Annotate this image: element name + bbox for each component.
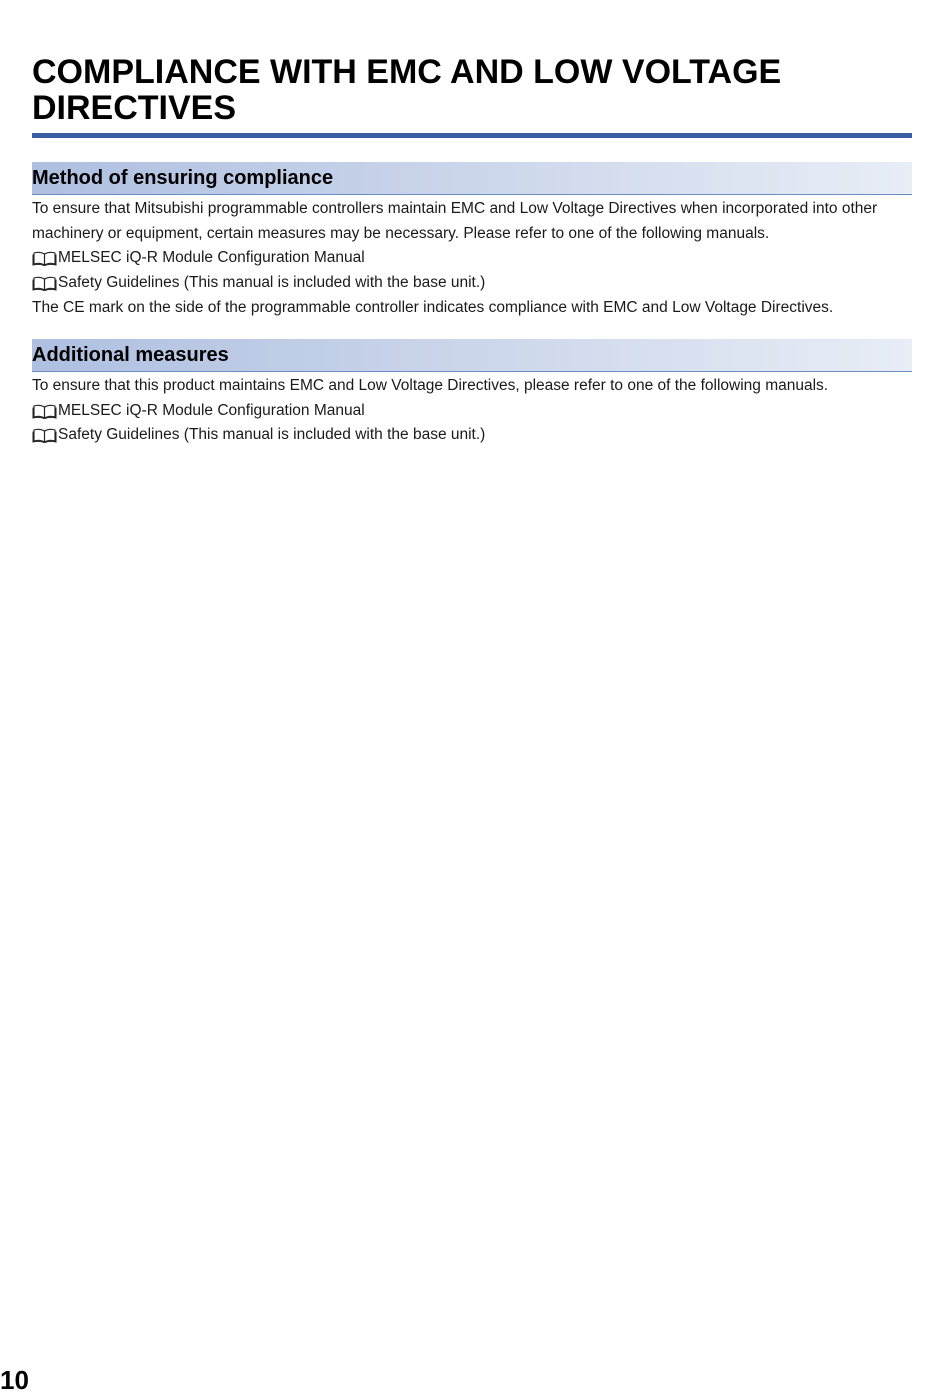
- title-rule: [32, 133, 912, 138]
- manual-reference-text: MELSEC iQ-R Module Configuration Manual: [58, 249, 365, 267]
- section-intro: To ensure that Mitsubishi programmable controllers maintain EMC and Low Voltage Directives when incorporated into other machinery or equipment, certain measures may be necessary. Please refer to one of the following manuals.: [32, 200, 878, 242]
- manual-reference[interactable]: [32, 271, 912, 296]
- section-method-of-ensuring-compliance: [32, 162, 912, 321]
- manual-reference-text: Safety Guidelines (This manual is included with the base unit.): [58, 274, 486, 292]
- manual-reference[interactable]: [32, 399, 912, 424]
- section-intro: To ensure that this product maintains EMC and Low Voltage Directives, please refer to one of the following manuals.: [32, 377, 829, 394]
- book-icon: [32, 276, 57, 291]
- page-number: 10: [0, 1365, 29, 1395]
- section-additional-measures: [32, 339, 912, 448]
- section-closing: The CE mark on the side of the programmable controller indicates compliance with EMC and Low Voltage Directives.: [32, 298, 834, 316]
- section-heading: Additional measures: [32, 339, 912, 372]
- page-title: COMPLIANCE WITH EMC AND LOW VOLTAGE DIRECTIVES: [32, 53, 782, 127]
- manual-reference-text: MELSEC iQ-R Module Configuration Manual: [58, 401, 365, 419]
- manual-reference[interactable]: [32, 423, 912, 448]
- section-heading: Method of ensuring compliance: [32, 162, 912, 195]
- manual-reference-text: Safety Guidelines (This manual is included with the base unit.): [58, 426, 486, 444]
- manual-reference[interactable]: [32, 246, 912, 271]
- book-icon: [32, 404, 57, 419]
- book-icon: [32, 251, 57, 266]
- book-icon: [32, 428, 57, 443]
